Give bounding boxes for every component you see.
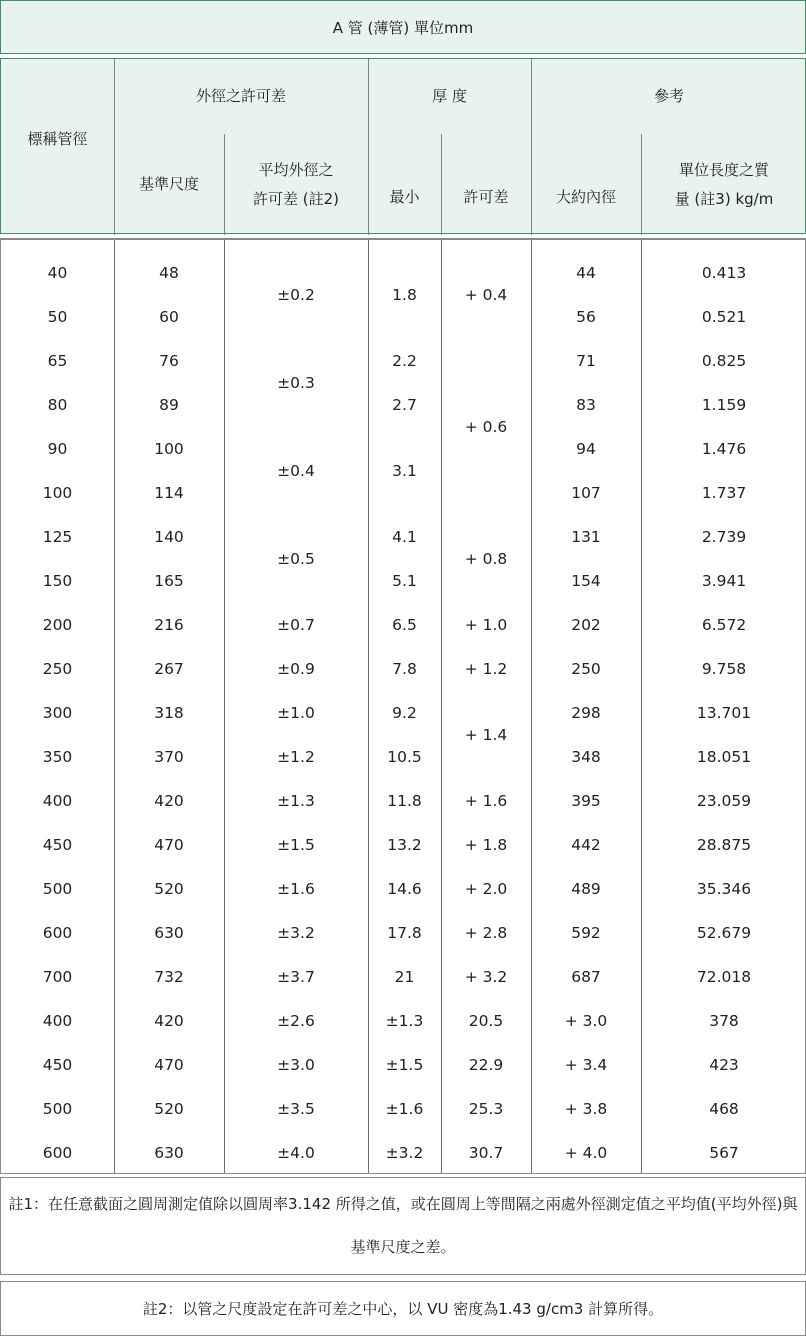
cell-nominal: 90 (47, 440, 68, 458)
cell-thickness-tolerance: + 1.8 (464, 836, 508, 854)
cell-avg-od-tolerance: ±0.2 (277, 286, 315, 304)
cell-nominal: 150 (42, 572, 73, 590)
cell-approx-id: 592 (571, 924, 601, 942)
cell-avg-od-tolerance: ±1.3 (277, 792, 315, 810)
cell-nominal: 500 (42, 1100, 73, 1118)
cell-approx-id: + 3.4 (564, 1056, 608, 1074)
cell-approx-id: 83 (576, 396, 596, 414)
header-avg-od-tol-line2: 許可差 (註2) (252, 189, 340, 208)
cell-unit-mass: 72.018 (696, 968, 752, 986)
header-thickness-min: 最小 (389, 188, 420, 207)
cell-basic-size: 89 (159, 396, 179, 414)
cell-basic-size: 48 (159, 264, 179, 282)
cell-unit-mass: 13.701 (696, 704, 752, 722)
header-thickness-tolerance: 許可差 (463, 188, 509, 207)
table-body (0, 238, 806, 1174)
note-1 (0, 1177, 806, 1275)
cell-unit-mass: 2.739 (701, 528, 747, 546)
cell-avg-od-tolerance: ±1.6 (277, 880, 315, 898)
cell-min-thickness: ±3.2 (385, 1144, 424, 1162)
cell-min-thickness: 11.8 (387, 792, 422, 810)
table-header (0, 58, 806, 234)
cell-nominal: 300 (42, 704, 73, 722)
cell-approx-id: + 3.8 (564, 1100, 608, 1118)
cell-basic-size: 140 (154, 528, 184, 546)
cell-basic-size: 520 (154, 1100, 184, 1118)
header-avg-od-tol-line1: 平均外徑之 (258, 161, 334, 179)
cell-min-thickness: 4.1 (392, 528, 417, 546)
cell-unit-mass: 18.051 (696, 748, 752, 766)
cell-unit-mass: 1.159 (701, 396, 747, 414)
cell-thickness-tolerance: + 3.2 (464, 968, 508, 986)
cell-thickness-tolerance: + 0.4 (464, 286, 508, 304)
cell-approx-id: 348 (571, 748, 601, 766)
cell-approx-id: 687 (571, 968, 601, 986)
table-title-text: A 管 (薄管) 單位mm (332, 18, 474, 37)
cell-approx-id: + 4.0 (564, 1144, 608, 1162)
cell-avg-od-tolerance: ±0.7 (277, 616, 315, 634)
cell-basic-size: 60 (159, 308, 179, 326)
cell-thickness-tolerance: 22.9 (468, 1056, 504, 1074)
cell-thickness-tolerance: + 0.6 (464, 418, 508, 436)
table-title (0, 0, 806, 54)
header-nominal: 標稱管徑 (27, 129, 88, 148)
cell-approx-id: 298 (571, 704, 601, 722)
cell-unit-mass: 468 (709, 1100, 739, 1118)
cell-avg-od-tolerance: ±4.0 (277, 1144, 315, 1162)
header-unit-mass-line2: 量 (註3) kg/m (674, 189, 774, 208)
cell-approx-id: 44 (576, 264, 596, 282)
cell-avg-od-tolerance: ±1.5 (277, 836, 315, 854)
header-od-tolerance: 外徑之許可差 (195, 87, 286, 106)
header-reference: 參考 (653, 87, 684, 106)
cell-nominal: 125 (42, 528, 73, 546)
cell-thickness-tolerance: 30.7 (468, 1144, 504, 1162)
cell-basic-size: 76 (159, 352, 179, 370)
cell-min-thickness: 7.8 (392, 660, 417, 678)
cell-min-thickness: 17.8 (387, 924, 422, 942)
cell-thickness-tolerance: + 1.6 (464, 792, 508, 810)
cell-min-thickness: 1.8 (392, 286, 417, 304)
cell-avg-od-tolerance: ±0.4 (277, 462, 315, 480)
cell-avg-od-tolerance: ±0.3 (277, 374, 315, 392)
cell-approx-id: 250 (571, 660, 601, 678)
cell-unit-mass: 9.758 (701, 660, 747, 678)
note-1-text: 註1：在任意截面之圓周測定值除以圓周率3.142 所得之值，或在圓周上等間隔之兩處外徑測定值之平均值(平均外徑)與基準尺度之差。 (8, 1194, 798, 1256)
cell-nominal: 700 (42, 968, 73, 986)
cell-unit-mass: 52.679 (696, 924, 752, 942)
cell-unit-mass: 567 (709, 1144, 739, 1162)
cell-unit-mass: 6.572 (701, 616, 747, 634)
note-2-text: 註2：以管之尺度設定在許可差之中心，以 VU 密度為1.43 g/cm3 計算所得。 (142, 1300, 664, 1318)
header-thickness: 厚 度 (432, 87, 467, 106)
cell-basic-size: 630 (154, 1144, 184, 1162)
cell-nominal: 350 (42, 748, 73, 766)
cell-basic-size: 420 (154, 792, 184, 810)
cell-min-thickness: 6.5 (392, 616, 417, 634)
cell-thickness-tolerance: 25.3 (468, 1100, 504, 1118)
cell-thickness-tolerance: + 1.4 (464, 726, 508, 744)
cell-basic-size: 370 (154, 748, 184, 766)
cell-min-thickness: 3.1 (392, 462, 417, 480)
cell-approx-id: 107 (571, 484, 601, 502)
cell-avg-od-tolerance: ±3.7 (277, 968, 315, 986)
cell-avg-od-tolerance: ±3.2 (277, 924, 315, 942)
cell-nominal: 200 (42, 616, 73, 634)
cell-min-thickness: 2.2 (392, 352, 417, 370)
cell-approx-id: + 3.0 (564, 1012, 608, 1030)
cell-unit-mass: 423 (709, 1056, 739, 1074)
header-avg-od-tolerance (224, 134, 368, 235)
cell-unit-mass: 0.825 (701, 352, 747, 370)
cell-min-thickness: ±1.3 (385, 1012, 424, 1030)
cell-min-thickness: ±1.6 (385, 1100, 424, 1118)
cell-basic-size: 420 (154, 1012, 184, 1030)
cell-min-thickness: ±1.5 (385, 1056, 424, 1074)
note-2 (0, 1281, 806, 1336)
cell-avg-od-tolerance: ±2.6 (277, 1012, 315, 1030)
cell-unit-mass: 28.875 (696, 836, 752, 854)
header-approx-id: 大約內徑 (555, 188, 616, 207)
cell-thickness-tolerance: 20.5 (468, 1012, 504, 1030)
cell-thickness-tolerance: + 0.8 (464, 550, 508, 568)
cell-unit-mass: 1.737 (701, 484, 747, 502)
cell-nominal: 100 (42, 484, 73, 502)
header-unit-mass-line1: 單位長度之質 (678, 161, 769, 179)
cell-unit-mass: 378 (709, 1012, 739, 1030)
cell-approx-id: 442 (571, 836, 601, 854)
cell-thickness-tolerance: + 2.0 (464, 880, 508, 898)
cell-thickness-tolerance: + 1.2 (464, 660, 508, 678)
cell-nominal: 80 (47, 396, 68, 414)
cell-nominal: 40 (47, 264, 68, 282)
cell-approx-id: 489 (571, 880, 601, 898)
cell-basic-size: 470 (154, 836, 184, 854)
cell-nominal: 600 (42, 1144, 73, 1162)
cell-nominal: 450 (42, 836, 73, 854)
cell-approx-id: 94 (576, 440, 596, 458)
header-basic-size: 基準尺度 (138, 175, 199, 194)
cell-approx-id: 131 (571, 528, 601, 546)
cell-avg-od-tolerance: ±0.9 (277, 660, 315, 678)
cell-nominal: 250 (42, 660, 73, 678)
cell-unit-mass: 1.476 (701, 440, 747, 458)
cell-nominal: 400 (42, 1012, 73, 1030)
cell-avg-od-tolerance: ±1.0 (277, 704, 315, 722)
cell-basic-size: 267 (154, 660, 184, 678)
cell-basic-size: 100 (154, 440, 184, 458)
cell-unit-mass: 23.059 (696, 792, 752, 810)
cell-unit-mass: 0.413 (701, 264, 747, 282)
cell-avg-od-tolerance: ±1.2 (277, 748, 315, 766)
cell-basic-size: 520 (154, 880, 184, 898)
cell-thickness-tolerance: + 2.8 (464, 924, 508, 942)
cell-nominal: 500 (42, 880, 73, 898)
cell-avg-od-tolerance: ±3.0 (277, 1056, 315, 1074)
cell-min-thickness: 5.1 (392, 572, 417, 590)
cell-nominal: 400 (42, 792, 73, 810)
cell-min-thickness: 9.2 (392, 704, 417, 722)
cell-min-thickness: 14.6 (387, 880, 422, 898)
cell-min-thickness: 2.7 (392, 396, 417, 414)
cell-approx-id: 395 (571, 792, 601, 810)
cell-basic-size: 318 (154, 704, 184, 722)
cell-basic-size: 165 (154, 572, 184, 590)
cell-unit-mass: 35.346 (696, 880, 752, 898)
cell-approx-id: 202 (571, 616, 601, 634)
cell-avg-od-tolerance: ±3.5 (277, 1100, 315, 1118)
cell-thickness-tolerance: + 1.0 (464, 616, 508, 634)
cell-basic-size: 216 (154, 616, 184, 634)
cell-approx-id: 56 (576, 308, 596, 326)
cell-nominal: 50 (47, 308, 68, 326)
cell-unit-mass: 3.941 (701, 572, 747, 590)
cell-nominal: 65 (47, 352, 68, 370)
cell-min-thickness: 21 (394, 968, 415, 986)
cell-unit-mass: 0.521 (701, 308, 747, 326)
cell-min-thickness: 13.2 (387, 836, 422, 854)
cell-avg-od-tolerance: ±0.5 (277, 550, 315, 568)
header-unit-mass (641, 134, 806, 235)
cell-nominal: 450 (42, 1056, 73, 1074)
cell-basic-size: 630 (154, 924, 184, 942)
cell-basic-size: 732 (154, 968, 184, 986)
cell-basic-size: 114 (154, 484, 184, 502)
cell-nominal: 600 (42, 924, 73, 942)
cell-basic-size: 470 (154, 1056, 184, 1074)
cell-approx-id: 71 (576, 352, 596, 370)
cell-min-thickness: 10.5 (387, 748, 422, 766)
cell-approx-id: 154 (571, 572, 601, 590)
